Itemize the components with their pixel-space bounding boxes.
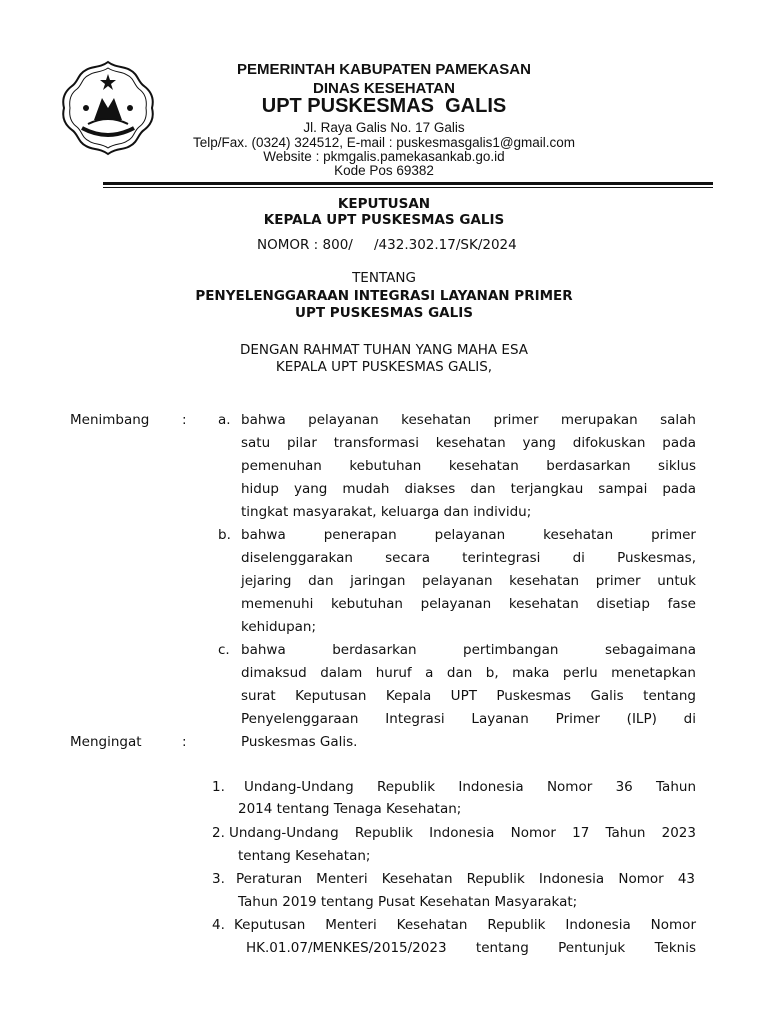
- menimbang-marker-c: c.: [218, 642, 230, 658]
- menimbang-c-line-2: dimaksud dalam huruf a dan b, maka perlu menetapkan: [241, 665, 696, 681]
- menimbang-marker-b: b.: [218, 527, 231, 543]
- menimbang-b-line-5: kehidupan;: [241, 619, 317, 635]
- subject-line-1: PENYELENGGARAAN INTEGRASI LAYANAN PRIMER: [195, 288, 573, 304]
- mengingat-1-line-1: Undang-Undang Republik Indonesia Nomor 36 Tahun: [244, 779, 696, 795]
- menimbang-b-line-4: memenuhi kebutuhan pelayanan kesehatan disetiap fase: [241, 596, 696, 612]
- doc-issuer: KEPALA UPT PUSKESMAS GALIS: [263, 212, 505, 228]
- doc-type: KEPUTUSAN: [337, 196, 431, 212]
- header-address: Jl. Raya Galis No. 17 Galis: [303, 120, 465, 135]
- header-divider-thin: [103, 187, 713, 188]
- header-postcode: Kode Pos 69382: [334, 163, 434, 178]
- doc-number-label: NOMOR : 800/: [257, 237, 353, 253]
- header-website: Website : pkmgalis.pamekasankab.go.id: [263, 149, 505, 164]
- mengingat-4-line-2: HK.01.07/MENKES/2015/2023 tentang Pentunjuk Teknis: [246, 940, 696, 956]
- menimbang-a-line-1: bahwa pelayanan kesehatan primer merupakan salah: [241, 412, 696, 428]
- menimbang-colon: :: [182, 412, 187, 428]
- menimbang-b-line-1: bahwa penerapan pelayanan kesehatan primer: [241, 527, 696, 543]
- mengingat-1-line-2: 2014 tentang Tenaga Kesehatan;: [238, 801, 462, 817]
- menimbang-a-line-2: satu pilar transformasi kesehatan yang difokuskan pada: [241, 435, 696, 451]
- mengingat-marker-3: 3.: [212, 871, 225, 887]
- mengingat-label: Mengingat: [70, 734, 142, 750]
- menimbang-marker-a: a.: [218, 412, 231, 428]
- mengingat-2-line-2: tentang Kesehatan;: [238, 848, 371, 864]
- menimbang-c-line-5: Puskesmas Galis.: [241, 734, 358, 750]
- mengingat-2-line-1: Undang-Undang Republik Indonesia Nomor 17 Tahun 2023: [229, 825, 696, 841]
- subject-line-2: UPT PUSKESMAS GALIS: [295, 305, 473, 321]
- menimbang-b-line-2: diselenggarakan secara terintegrasi di Puskesmas,: [241, 550, 696, 566]
- invocation-line-1: DENGAN RAHMAT TUHAN YANG MAHA ESA: [239, 342, 529, 358]
- doc-number-suffix: /432.302.17/SK/2024: [374, 237, 517, 253]
- menimbang-c-line-3: surat Keputusan Kepala UPT Puskesmas Galis tentang: [241, 688, 696, 704]
- menimbang-a-line-5: tingkat masyarakat, keluarga dan individu;: [241, 504, 532, 520]
- menimbang-b-line-3: jejaring dan jaringan pelayanan kesehatan primer untuk: [241, 573, 696, 589]
- menimbang-c-line-1: bahwa berdasarkan pertimbangan sebagaimana: [241, 642, 696, 658]
- menimbang-a-line-4: hidup yang mudah diakses dan terjangkau sampai pada: [241, 481, 696, 497]
- menimbang-c-line-4: Penyelenggaraan Integrasi Layanan Primer (ILP) di: [241, 711, 696, 727]
- mengingat-4-line-1: Keputusan Menteri Kesehatan Republik Indonesia Nomor: [234, 917, 696, 933]
- header-contact: Telp/Fax. (0324) 324512, E-mail : puskesmasgalis1@gmail.com: [192, 135, 576, 150]
- menimbang-label: Menimbang: [70, 412, 150, 428]
- mengingat-marker-4: 4.: [212, 917, 225, 933]
- header-divider-thick: [103, 182, 713, 185]
- mengingat-marker-1: 1.: [212, 779, 225, 795]
- menimbang-a-line-3: pemenuhan kebutuhan kesehatan berdasarkan siklus: [241, 458, 696, 474]
- header-government: PEMERINTAH KABUPATEN PAMEKASAN: [237, 61, 531, 78]
- invocation-line-2: KEPALA UPT PUSKESMAS GALIS,: [275, 359, 493, 375]
- header-department: DINAS KESEHATAN: [313, 80, 455, 97]
- mengingat-3-line-1: Peraturan Menteri Kesehatan Republik Indonesia Nomor 43: [236, 871, 695, 887]
- header-institution: UPT PUSKESMAS GALIS: [261, 95, 507, 117]
- mengingat-colon: :: [182, 734, 187, 750]
- mengingat-3-line-2: Tahun 2019 tentang Pusat Kesehatan Masyarakat;: [238, 894, 578, 910]
- mengingat-marker-2: 2.: [212, 825, 225, 841]
- tentang-label: TENTANG: [352, 270, 416, 286]
